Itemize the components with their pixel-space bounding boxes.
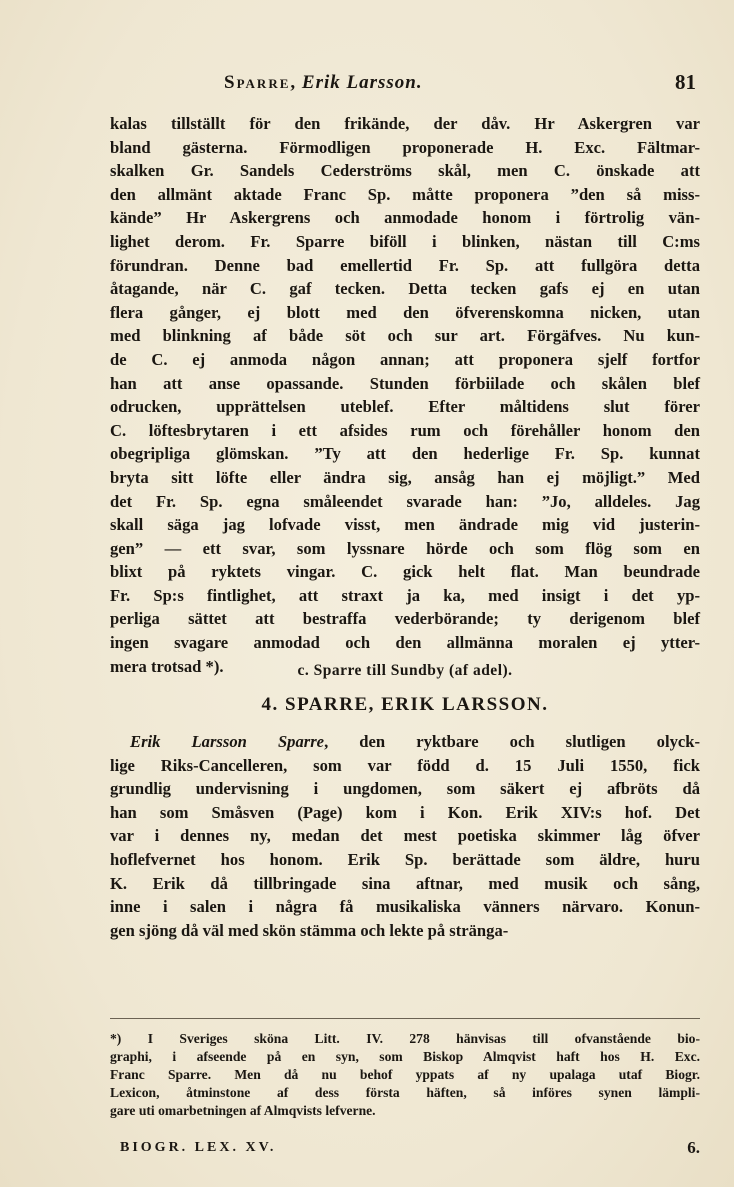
text-line: kalas tillställt för den frikände, der dåv. Hr Askergren var [110, 114, 700, 133]
text-line: åtagande, när C. gaf tecken. Detta tecken gafs ej en utan [110, 279, 700, 299]
running-head: Sparre, Erik Larsson. [224, 72, 423, 93]
page-header [100, 72, 700, 102]
footnote-line: graphi, i afseende på en syn, som Biskop Almqvist haft hos H. Exc. [110, 1049, 700, 1064]
branch-heading: c. Sparre till Sundby (af adel). [297, 662, 513, 679]
text-line: lige Riks-Cancelleren, som var född d. 15 Juli 1550, fick [110, 755, 700, 775]
text-line: bryta sitt löfte eller ändra sig, ansåg han ej möjligt.” Med [110, 467, 700, 487]
text-line: de C. ej anmoda någon annan; att proponera sjelf fortfor [110, 349, 700, 369]
text-line: K. Erik då tillbringade sina aftnar, med musik och sång, [110, 873, 700, 893]
text-line: han som Småsven (Page) kom i Kon. Erik XIV:s hof. Det [110, 802, 700, 822]
text-line: förundran. Denne bad emellertid Fr. Sp. att fullgöra detta [110, 255, 700, 275]
text-line: inne i salen i några få musikaliska vänners närvaro. Konun- [110, 897, 700, 917]
text-line: ingen svagare anmodad och den allmänna moralen ej ytter- [110, 633, 700, 653]
page-number: 81 [675, 70, 696, 94]
footnote-line: gare uti omarbetningen af Almqvists lefverne. [110, 1103, 376, 1118]
text-line: lighet derom. Fr. Sparre biföll i blinken, nästan till C:ms [110, 231, 700, 251]
text-line: flera gånger, ej blott med den öfverenskomna nicken, utan [110, 302, 700, 322]
text-line: Erik Larsson Sparre, den ryktbare och slutligen olyck- [130, 732, 701, 751]
text-line: obegripliga glömskan. ”Ty att den hederlige Fr. Sp. kunnat [110, 444, 700, 464]
printer-signature: BIOGR. LEX. XV. [120, 1140, 277, 1155]
footnote-line: Lexicon, åtminstone af dess första häften, så införes synen lämpli- [110, 1085, 700, 1100]
text-line: mera trotsad *). [110, 656, 224, 676]
text-line: med blinkning af både söt och sur art. Förgäfves. Nu kun- [110, 326, 700, 346]
sheet-number: 6. [687, 1138, 700, 1157]
text-line: grundlig undervisning i ungdomen, som säkert ej afbröts då [110, 779, 700, 799]
text-line: bland gästerna. Förmodligen proponerade H. Exc. Fältmar- [110, 137, 700, 157]
text-line: skalken Gr. Sandels Cederströms skål, men C. önskade att [110, 161, 700, 181]
text-line: kände” Hr Askergrens och anmodade honom i förtrolig vän- [110, 208, 700, 228]
text-line: Fr. Sp:s fintlighet, att straxt ja ka, med insigt i det yp- [110, 585, 700, 605]
text-line: hoflefvernet hos honom. Erik Sp. berättade som äldre, huru [110, 849, 700, 869]
text-line: blixt på ryktets vingar. C. gick helt flat. Man beundrade [110, 562, 700, 582]
text-line: gen” — ett svar, som lyssnare hörde och som flög som en [110, 538, 700, 558]
footnote [110, 1030, 700, 1120]
paragraph-biography [110, 730, 700, 942]
text-line: perliga sättet att bestraffa vederbörande; ty derigenom blef [110, 609, 700, 629]
text-line: C. löftesbrytaren i ett afsides rum och förehåller honom den [110, 420, 700, 440]
text-line: gen sjöng då väl med skön stämma och lekte på stränga- [110, 920, 509, 940]
footnote-rule [110, 1018, 700, 1019]
footnote-line: Franc Sparre. Men då nu behof yppats af ny upalaga utaf Biogr. [110, 1067, 700, 1082]
running-head-name: Erik Larsson. [301, 72, 423, 93]
text-line: den allmänt aktade Franc Sp. måtte proponera ”den så miss- [110, 184, 700, 204]
text-line: odrucken, upprättelsen uteblef. Efter måltidens slut förer [110, 397, 700, 417]
running-head-surname: Sparre [224, 72, 291, 93]
footnote-line: *) I Sveriges sköna Litt. IV. 278 hänvisas till ofvanstående bio- [110, 1031, 700, 1046]
text-line: var i dennes ny, medan det mest poetiska skimmer låg öfver [110, 826, 700, 846]
paragraph-continued [110, 112, 700, 678]
text-line: skall säga jag lofvade visst, men ändrade mig vid justerin- [110, 515, 700, 535]
section-heading: 4. SPARRE, ERIK LARSSON. [261, 694, 549, 715]
page-footer [110, 1140, 700, 1162]
text-line: han att anse opassande. Stunden förbiilade och skålen blef [110, 373, 700, 393]
subject-name: Erik Larsson Sparre [130, 732, 325, 751]
text-line: det Fr. Sp. egna småleendet svarade han: ”Jo, alldeles. Jag [110, 491, 700, 511]
